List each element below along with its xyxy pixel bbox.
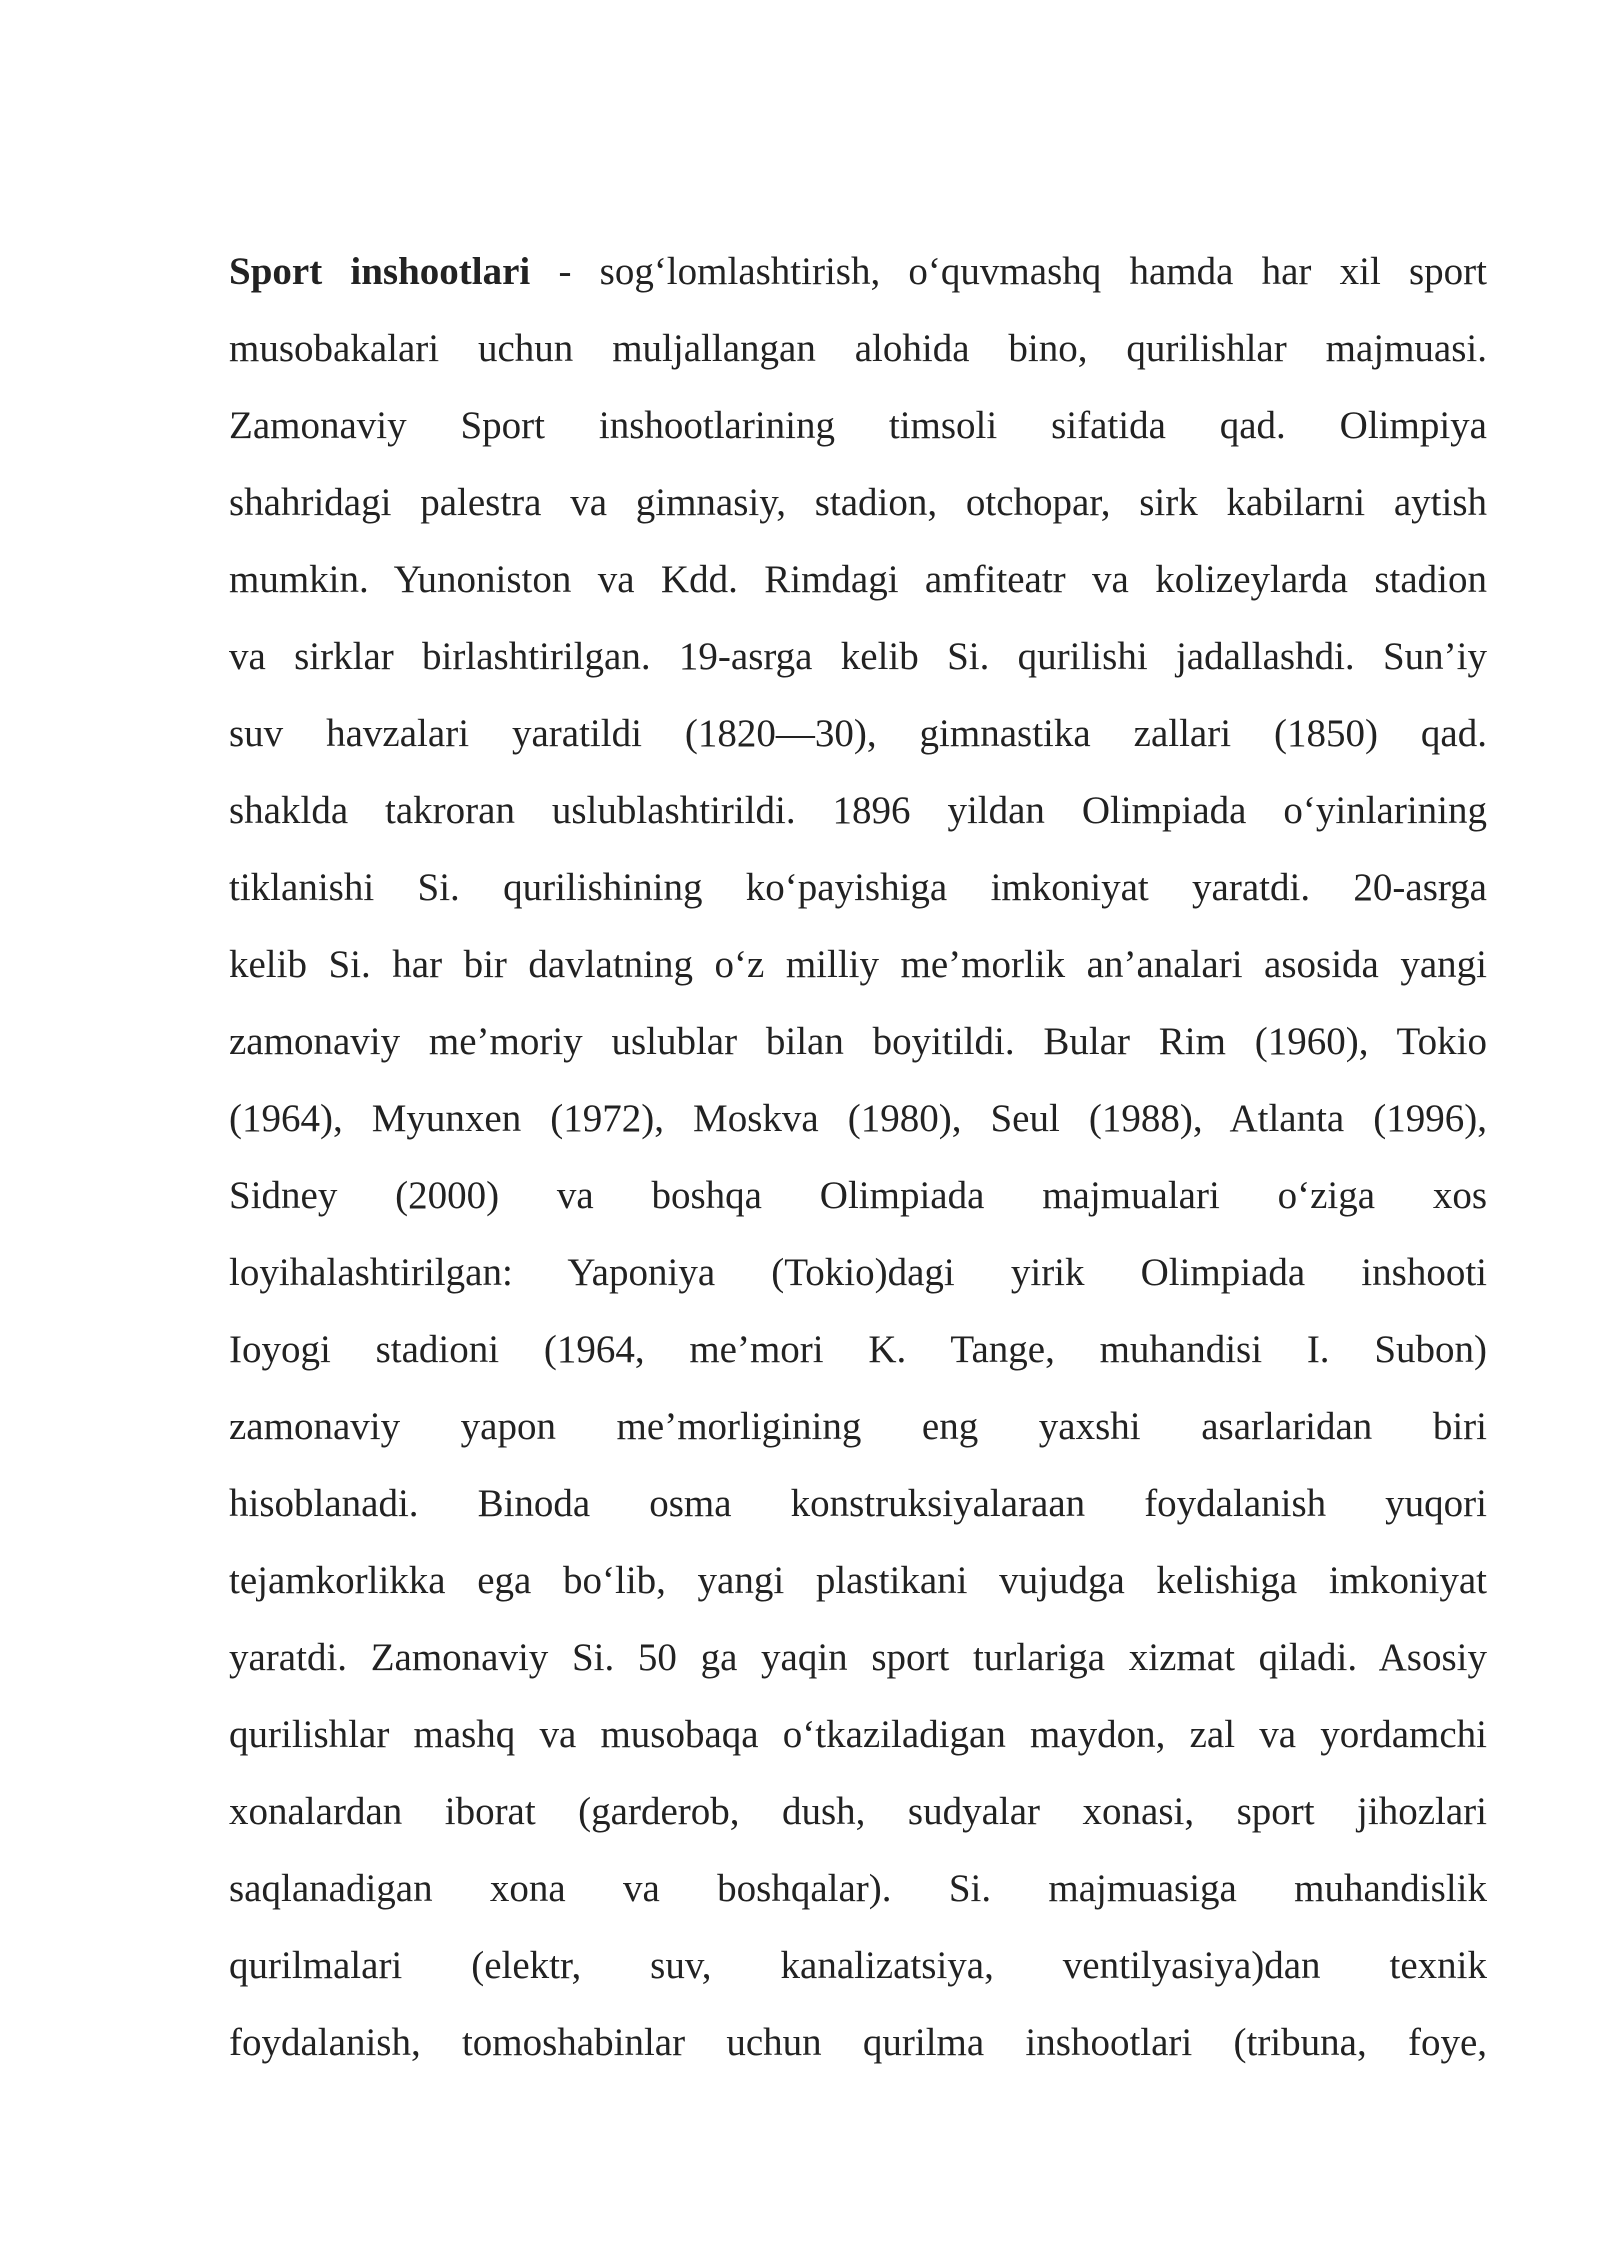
text-line: hisoblanadi. Binoda osma konstruksiyalaraan foydalanish yuqori [229, 1482, 1487, 1525]
text-line: (1964), Myunxen (1972), Moskva (1980), Seul (1988), Atlanta (1996), [229, 1097, 1487, 1140]
body-text [229, 244, 1487, 2092]
text-line: saqlanadigan xona va boshqalar). Si. majmuasiga muhandislik [229, 1867, 1487, 1910]
text-line: Sidney (2000) va boshqa Olimpiada majmualari o‘ziga xos [229, 1174, 1487, 1217]
text-line: mumkin. Yunoniston va Kdd. Rimdagi amfiteatr va kolizeylarda stadion [229, 558, 1487, 601]
term-heading: Sport inshootlari [229, 250, 531, 293]
text-line: yaratdi. Zamonaviy Si. 50 ga yaqin sport turlariga xizmat qiladi. Asosiy [229, 1636, 1487, 1679]
text-line: Ioyogi stadioni (1964, me’mori K. Tange, muhandisi I. Subon) [229, 1328, 1487, 1371]
text-line: musobakalari uchun muljallangan alohida bino, qurilishlar majmuasi. [229, 327, 1487, 370]
text-line: qurilishlar mashq va musobaqa o‘tkaziladigan maydon, zal va yordamchi [229, 1713, 1487, 1756]
first-line-text: - sog‘lomlashtirish, o‘quvmashq hamda har xil sport [530, 250, 1487, 293]
text-line: kelib Si. har bir davlatning o‘z milliy me’morlik an’analari asosida yangi [229, 943, 1487, 986]
text-line: shaklda takroran uslublashtirildi. 1896 yildan Olimpiada o‘yinlarining [229, 789, 1487, 832]
text-line: Zamonaviy Sport inshootlarining timsoli sifatida qad. Olimpiya [229, 404, 1487, 447]
text-line: shahridagi palestra va gimnasiy, stadion, otchopar, sirk kabilarni aytish [229, 481, 1487, 524]
text-line: tejamkorlikka ega bo‘lib, yangi plastikani vujudga kelishiga imkoniyat [229, 1559, 1487, 1602]
text-line [229, 244, 1487, 321]
text-line: qurilmalari (elektr, suv, kanalizatsiya, ventilyasiya)dan texnik [229, 1944, 1487, 1987]
text-line: zamonaviy yapon me’morligining eng yaxshi asarlaridan biri [229, 1405, 1487, 1448]
text-line: zamonaviy me’moriy uslublar bilan boyitildi. Bular Rim (1960), Tokio [229, 1020, 1487, 1063]
text-line: tiklanishi Si. qurilishining ko‘payishiga imkoniyat yaratdi. 20-asrga [229, 866, 1487, 909]
text-line: loyihalashtirilgan: Yaponiya (Tokio)dagi yirik Olimpiada inshooti [229, 1251, 1487, 1294]
text-line: foydalanish, tomoshabinlar uchun qurilma inshootlari (tribuna, foye, [229, 2021, 1487, 2064]
text-line: suv havzalari yaratildi (1820—30), gimnastika zallari (1850) qad. [229, 712, 1487, 755]
text-line: xonalardan iborat (garderob, dush, sudyalar xonasi, sport jihozlari [229, 1790, 1487, 1833]
text-line: va sirklar birlashtirilgan. 19-asrga kelib Si. qurilishi jadallashdi. Sun’iy [229, 635, 1487, 678]
